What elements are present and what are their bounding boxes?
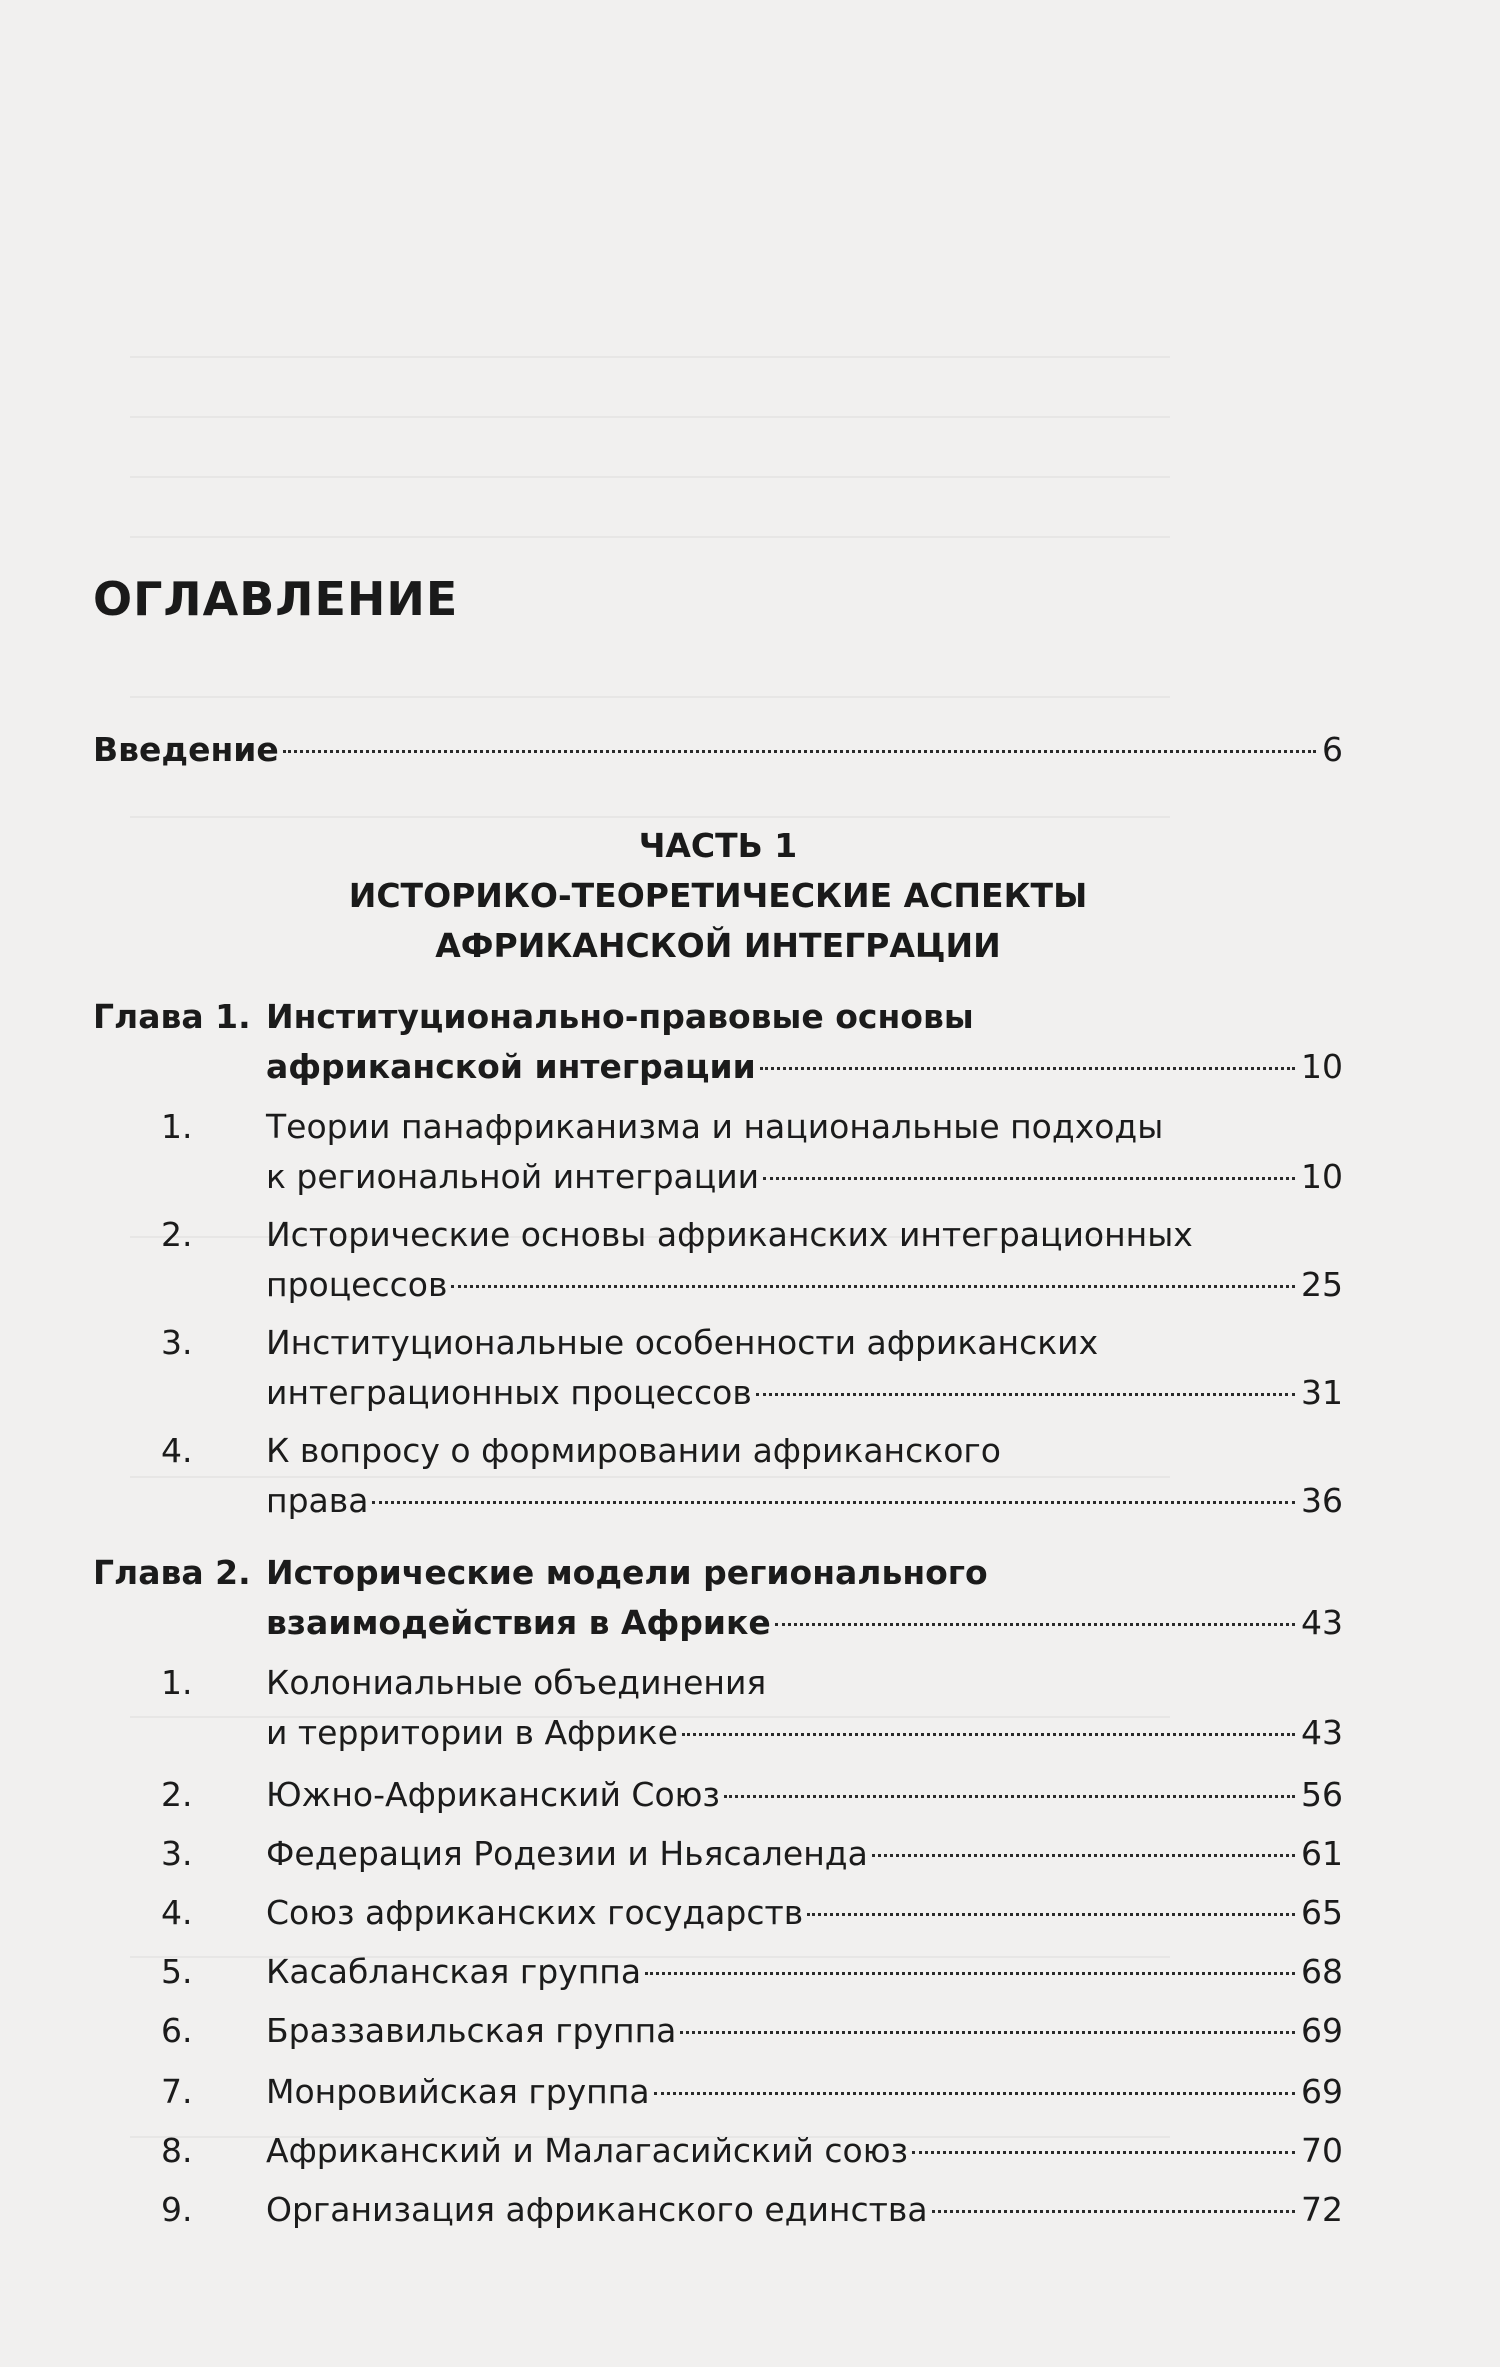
dot-leader <box>872 1854 1295 1857</box>
intro-title: Введение <box>93 730 279 769</box>
page-number: 61 <box>1301 1834 1343 1873</box>
toc-entry-section[interactable] <box>93 1888 1343 1938</box>
chapter-title-line-2: взаимодействия в Африке <box>266 1603 771 1642</box>
toc-entry-section[interactable] <box>93 2067 1343 2117</box>
toc-entry-section[interactable] <box>93 1658 1343 1758</box>
page-number: 70 <box>1301 2131 1343 2170</box>
dot-leader <box>932 2210 1295 2213</box>
section-number: 4. <box>161 1893 193 1932</box>
section-number: 8. <box>161 2131 193 2170</box>
chapter-title-line-1: Исторические модели регионального <box>266 1553 988 1592</box>
section-number: 2. <box>161 1215 193 1254</box>
dot-leader <box>763 1177 1295 1180</box>
dot-leader <box>724 1795 1295 1798</box>
toc-entry-section[interactable] <box>93 1947 1343 1997</box>
section-title: Союз африканских государств <box>266 1893 804 1932</box>
section-number: 6. <box>161 2011 193 2050</box>
toc-entry-section[interactable] <box>93 1426 1343 1526</box>
page-number: 56 <box>1301 1775 1343 1814</box>
section-title-line-1: Исторические основы африканских интеграционных <box>266 1215 1193 1254</box>
section-number: 5. <box>161 1952 193 1991</box>
page-number: 31 <box>1301 1373 1343 1412</box>
section-number: 2. <box>161 1775 193 1814</box>
page-number: 69 <box>1301 2072 1343 2111</box>
section-title: Южно-Африканский Союз <box>266 1775 720 1814</box>
page-number: 72 <box>1301 2190 1343 2229</box>
dot-leader <box>372 1501 1295 1504</box>
part-title-line-2: АФРИКАНСКОЙ ИНТЕГРАЦИИ <box>435 926 1001 965</box>
dot-leader <box>682 1733 1295 1736</box>
part-label: ЧАСТЬ 1 <box>638 826 798 865</box>
toc-title: ОГЛАВЛЕНИЕ <box>93 572 459 626</box>
dot-leader <box>645 1972 1295 1975</box>
section-number: 4. <box>161 1431 193 1470</box>
dot-leader <box>912 2151 1295 2154</box>
section-number: 1. <box>161 1107 193 1146</box>
toc-entry-section[interactable] <box>93 2185 1343 2235</box>
section-number: 1. <box>161 1663 193 1702</box>
section-title-line-1: К вопросу о формировании африканского <box>266 1431 1001 1470</box>
section-title-line-1: Теории панафриканизма и национальные подходы <box>266 1107 1164 1146</box>
toc-entry-section[interactable] <box>93 2006 1343 2056</box>
section-title-line-1: Колониальные объединения <box>266 1663 767 1702</box>
dot-leader <box>451 1285 1295 1288</box>
toc-entry-section[interactable] <box>93 1210 1343 1310</box>
chapter-title-line-2: африканской интеграции <box>266 1047 756 1086</box>
dot-leader <box>283 750 1316 753</box>
section-title: Браззавильская группа <box>266 2011 677 2050</box>
page-number: 68 <box>1301 1952 1343 1991</box>
section-title-line-2: права <box>266 1481 369 1520</box>
dot-leader <box>756 1393 1295 1396</box>
page-number: 65 <box>1301 1893 1343 1932</box>
page-number: 25 <box>1301 1265 1343 1304</box>
page-number: 43 <box>1301 1713 1343 1752</box>
page-number: 43 <box>1301 1603 1343 1642</box>
section-title: Монровийская группа <box>266 2072 650 2111</box>
toc-entry-section[interactable] <box>93 1770 1343 1820</box>
section-title-line-1: Институциональные особенности африканских <box>266 1323 1099 1362</box>
toc-entry-chapter-1[interactable] <box>93 992 1343 1092</box>
page-number: 36 <box>1301 1481 1343 1520</box>
toc-entry-section[interactable] <box>93 1102 1343 1202</box>
dot-leader <box>807 1913 1295 1916</box>
section-title: Африканский и Малагасийский союз <box>266 2131 909 2170</box>
chapter-label: Глава 1. <box>93 997 251 1036</box>
section-number: 3. <box>161 1323 193 1362</box>
page-number: 69 <box>1301 2011 1343 2050</box>
section-title: Федерация Родезии и Ньясаленда <box>266 1834 868 1873</box>
section-number: 9. <box>161 2190 193 2229</box>
section-title-line-2: процессов <box>266 1265 448 1304</box>
chapter-title-line-1: Институционально-правовые основы <box>266 997 974 1036</box>
toc-entry-section[interactable] <box>93 1318 1343 1418</box>
page-number: 10 <box>1301 1157 1343 1196</box>
section-title-line-2: интеграционных процессов <box>266 1373 752 1412</box>
section-number: 3. <box>161 1834 193 1873</box>
dot-leader <box>775 1623 1295 1626</box>
section-title: Касабланская группа <box>266 1952 642 1991</box>
page-number: 6 <box>1322 730 1343 769</box>
page-number: 10 <box>1301 1047 1343 1086</box>
chapter-label: Глава 2. <box>93 1553 251 1592</box>
toc-entry-chapter-2[interactable] <box>93 1548 1343 1648</box>
section-title-line-2: и территории в Африке <box>266 1713 678 1752</box>
part-title-line-1: ИСТОРИКО-ТЕОРЕТИЧЕСКИЕ АСПЕКТЫ <box>348 876 1088 915</box>
toc-entry-section[interactable] <box>93 2126 1343 2176</box>
dot-leader <box>654 2092 1295 2095</box>
dot-leader <box>680 2031 1295 2034</box>
toc-entry-section[interactable] <box>93 1829 1343 1879</box>
section-title-line-2: к региональной интеграции <box>266 1157 760 1196</box>
dot-leader <box>760 1067 1295 1070</box>
section-title: Организация африканского единства <box>266 2190 928 2229</box>
section-number: 7. <box>161 2072 193 2111</box>
